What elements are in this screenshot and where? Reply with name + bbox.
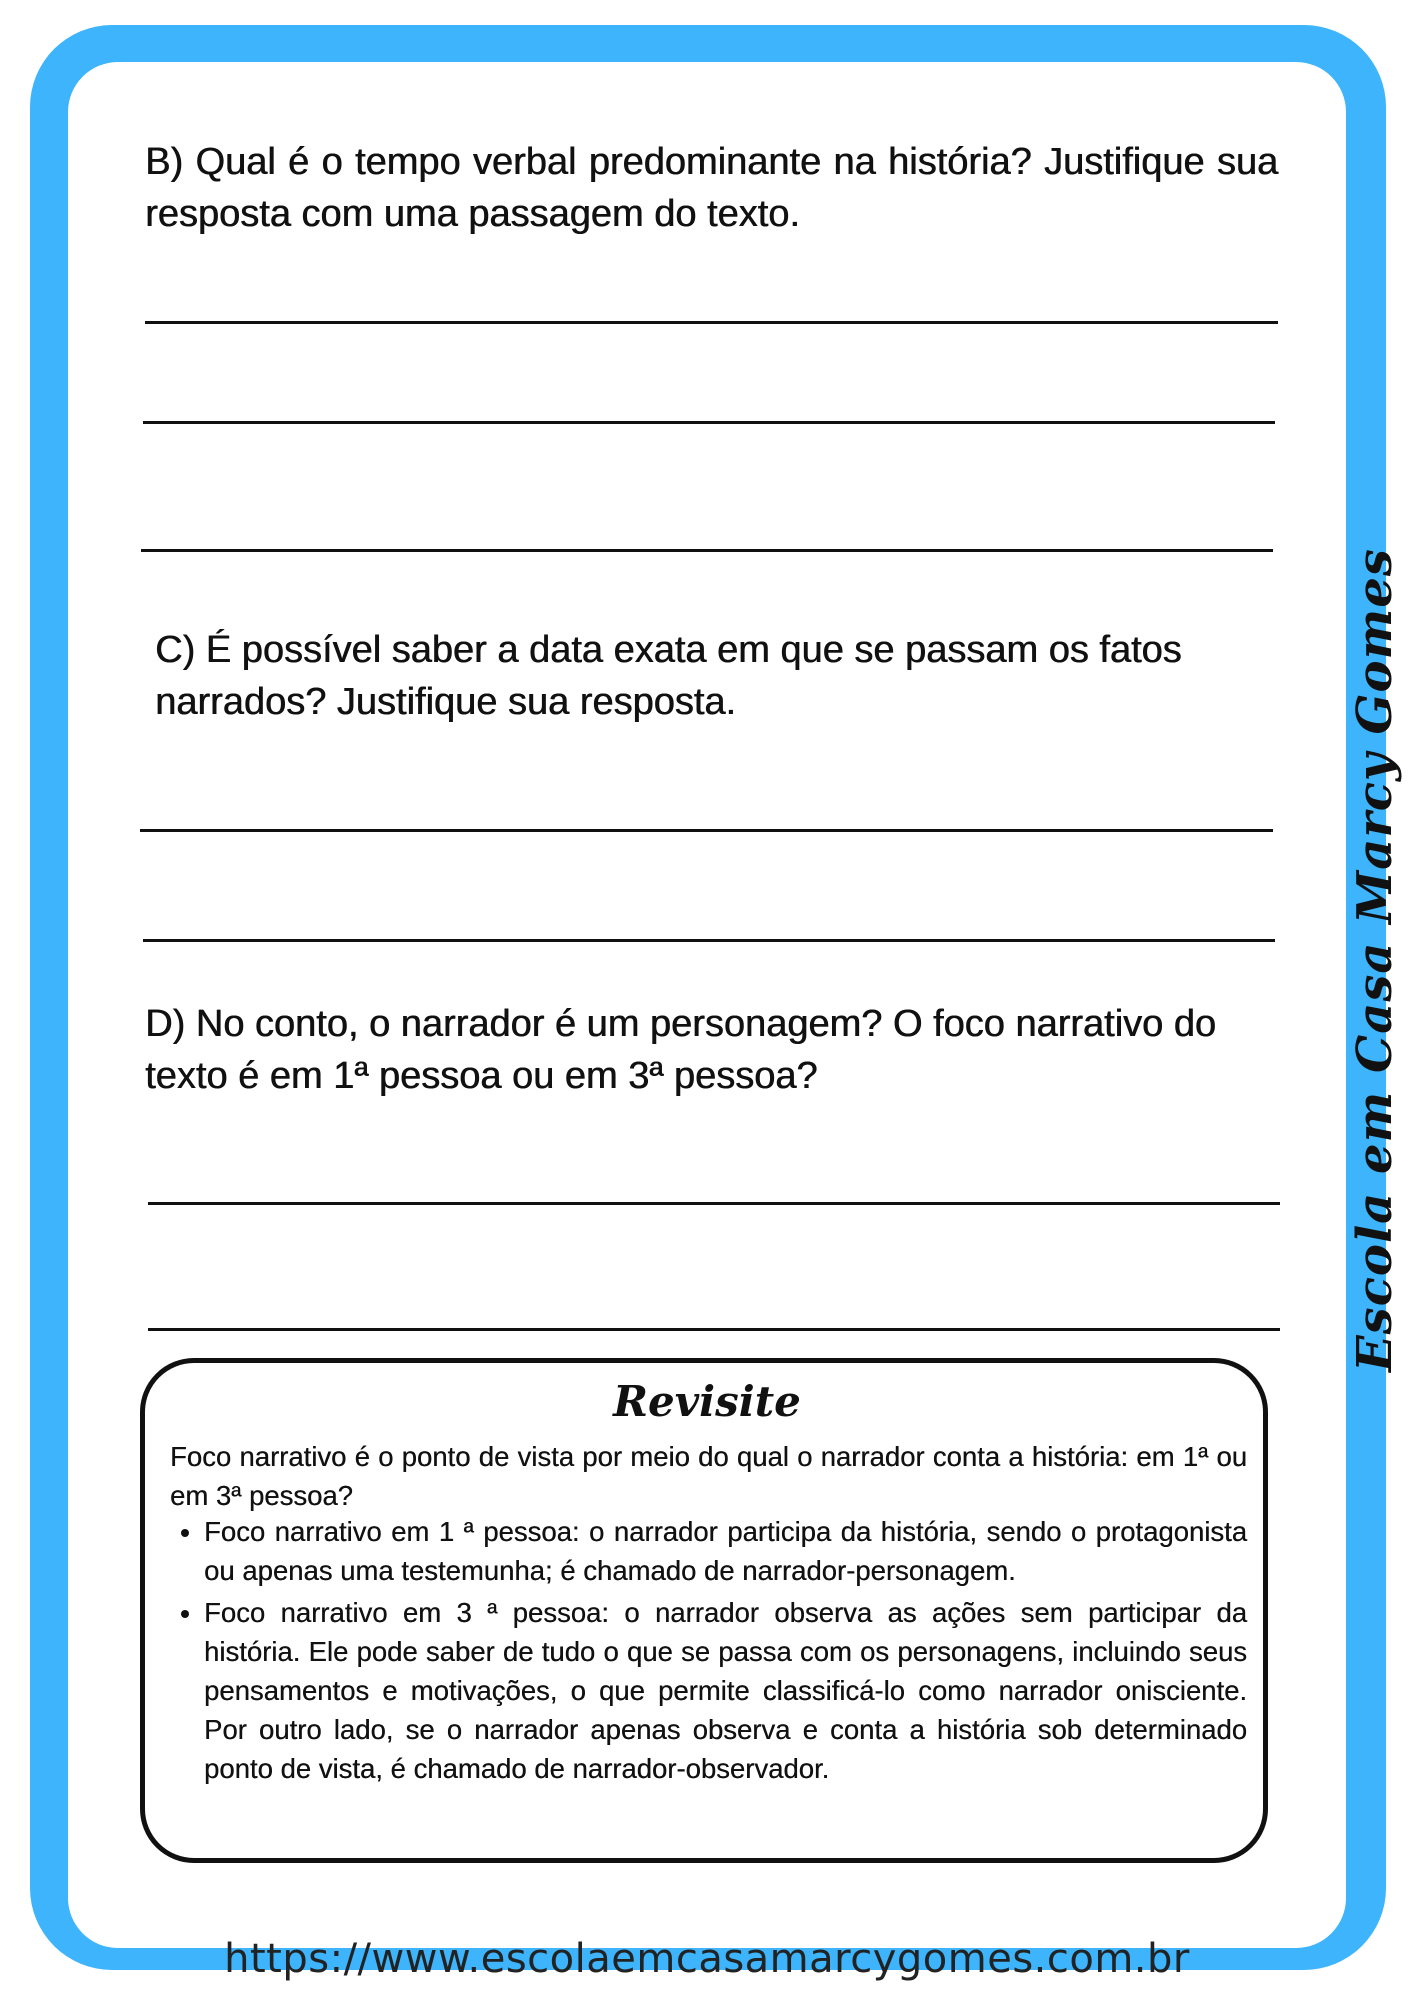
question-c-text: C) É possível saber a data exata em que se passam os fatos narrados? Justifique sua resposta. (155, 629, 1182, 723)
revisite-item-first-person: • Foco narrativo em 1 ª pessoa: o narrador participa da história, sendo o protagonista ou apenas uma testemunha; é chamado de narrador-personagem. (204, 1512, 1247, 1590)
revisite-intro: Foco narrativo é o ponto de vista por meio do qual o narrador conta a história: em 1ª ou em 3ª pessoa? (170, 1441, 1247, 1511)
question-b (145, 136, 1278, 240)
answer-line-d2[interactable] (148, 1328, 1280, 1331)
answer-line-b3[interactable] (141, 549, 1273, 552)
question-d-text: D) No conto, o narrador é um personagem? O foco narrativo do texto é em 1ª pessoa ou em 3ª pessoa? (145, 1003, 1216, 1097)
answer-line-c1[interactable] (140, 829, 1273, 832)
revisite-list (170, 1512, 1247, 1791)
footer-url[interactable]: https://www.escolaemcasamarcygomes.com.br (224, 1936, 1190, 1982)
answer-line-b1[interactable] (145, 321, 1278, 324)
question-b-text: B) Qual é o tempo verbal predominante na história? Justifique sua resposta com uma passagem do texto. (145, 141, 1278, 235)
answer-line-d1[interactable] (148, 1202, 1280, 1205)
revisite-title: Revisite (613, 1377, 801, 1426)
side-brand-label: Escola em Casa Marcy Gomes (1347, 548, 1403, 1372)
answer-line-c2[interactable] (143, 939, 1275, 942)
question-d (145, 998, 1285, 1102)
revisite-item-third-person: • Foco narrativo em 3 ª pessoa: o narrador observa as ações sem participar da história. Ele pode saber de tudo o que se passa com os personagens, incluindo seus pensamentos e motivações, o que permite classificá-lo como narrador onisciente. Por outro lado, se o narrador apenas observa e conta a história sob determinado ponto de vista, é chamado de narrador-observador. (204, 1593, 1247, 1788)
question-c (155, 624, 1295, 728)
answer-line-b2[interactable] (143, 421, 1275, 424)
